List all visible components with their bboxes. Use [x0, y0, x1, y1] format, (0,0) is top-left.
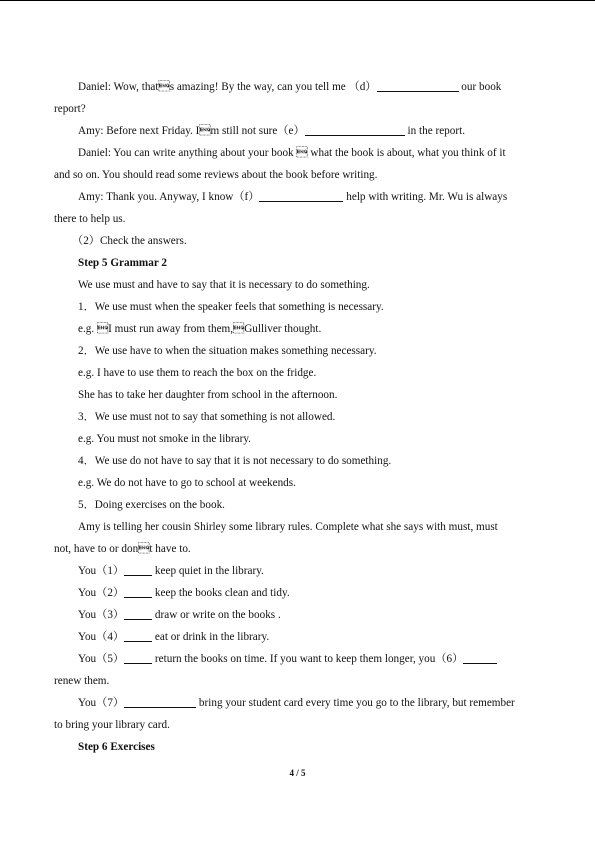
document-body: [54, 76, 542, 758]
item-7-number: You（7）: [78, 697, 125, 709]
dialogue-daniel-1-cont: report?: [54, 103, 86, 115]
dialogue-daniel-2-cont: and so on. You should read some reviews about the book before writing.: [54, 169, 378, 181]
exercise-item-7-cont: to bring your library card.: [54, 719, 170, 731]
amy-line-1: Amy: Before next Friday. Im still not sure（e）: [78, 125, 305, 137]
item-1-text: keep quiet in the library.: [152, 565, 264, 577]
example-4: e.g. We do not have to go to school at weekends.: [78, 477, 296, 489]
rule-2: 2．We use have to when the situation makes something necessary.: [78, 345, 377, 357]
example-3: e.g. You must not smoke in the library.: [78, 433, 251, 445]
page-number: 4 / 5: [289, 768, 306, 778]
rule-1: 1．We use must when the speaker feels that something is necessary.: [78, 301, 384, 313]
exercise-item-2: [54, 582, 542, 604]
blank-2: [124, 585, 152, 598]
exercise-item-5: [54, 648, 542, 670]
dialogue-amy-2: [54, 186, 542, 208]
item-7-text: bring your student card every time you go to the library, but remember: [196, 697, 515, 709]
exercise-item-4: [54, 626, 542, 648]
amy-line-2-tail: help with writing. Mr. Wu is always: [343, 191, 508, 203]
dialogue-daniel-1: [54, 76, 542, 98]
example-2b: She has to take her daughter from school in the afternoon.: [78, 389, 338, 401]
amy-line-2: Amy: Thank you. Anyway, I know（f）: [78, 191, 260, 203]
item-4-text: eat or drink in the library.: [152, 631, 270, 643]
item-1-number: You（1）: [78, 565, 125, 577]
blank-f: [259, 189, 343, 202]
blank-7: [124, 695, 196, 708]
example-2a: e.g. I have to use them to reach the box on the fridge.: [78, 367, 317, 379]
dialogue-amy-2-cont: there to help us.: [54, 213, 126, 225]
rule-4: 4．We use do not have to say that it is not necessary to do something.: [78, 455, 392, 467]
item-2-text: keep the books clean and tidy.: [152, 587, 290, 599]
blank-4: [124, 629, 152, 642]
item-3-number: You（3）: [78, 609, 125, 621]
item-5-number: You（5）: [78, 653, 125, 665]
item-3-text: draw or write on the books .: [152, 609, 281, 621]
blank-6: [463, 651, 497, 664]
amy-line-1-tail: in the report.: [404, 125, 465, 137]
rule-3: 3．We use must not to say that something is not allowed.: [78, 411, 336, 423]
blank-e: [305, 123, 405, 136]
dialogue-daniel-2: Daniel: You can write anything about your book  what the book is about, what you think of it: [78, 147, 506, 159]
step6-heading: Step 6 Exercises: [78, 741, 155, 753]
grammar-intro: We use must and have to say that it is necessary to do something.: [78, 279, 370, 291]
rule-5: 5．Doing exercises on the book.: [78, 499, 225, 511]
dialogue-amy-1: [54, 120, 542, 142]
check-answers: （2）Check the answers.: [72, 235, 187, 247]
exercise-item-7: [54, 692, 542, 714]
daniel-line-1-tail: our book: [458, 81, 502, 93]
item-5-text: return the books on time. If you want to keep them longer, you（6）: [152, 653, 464, 665]
step5-heading: Step 5 Grammar 2: [78, 257, 167, 269]
exercise-item-5-cont: renew them.: [54, 675, 110, 687]
task-instruction: Amy is telling her cousin Shirley some library rules. Complete what she says with must, must: [78, 521, 498, 533]
exercise-item-3: [54, 604, 542, 626]
example-1: e.g. I must run away from them,Gulliver thought.: [78, 323, 322, 335]
task-instruction-cont: not, have to or dont have to.: [54, 543, 191, 555]
blank-1: [124, 563, 152, 576]
page-top-border: [0, 0, 595, 1]
blank-3: [124, 607, 152, 620]
item-2-number: You（2）: [78, 587, 125, 599]
item-4-number: You（4）: [78, 631, 125, 643]
blank-d: [377, 79, 459, 92]
daniel-line-1: Daniel: Wow, thats amazing! By the way, can you tell me （d）: [78, 81, 377, 93]
blank-5: [124, 651, 152, 664]
exercise-item-1: [54, 560, 542, 582]
